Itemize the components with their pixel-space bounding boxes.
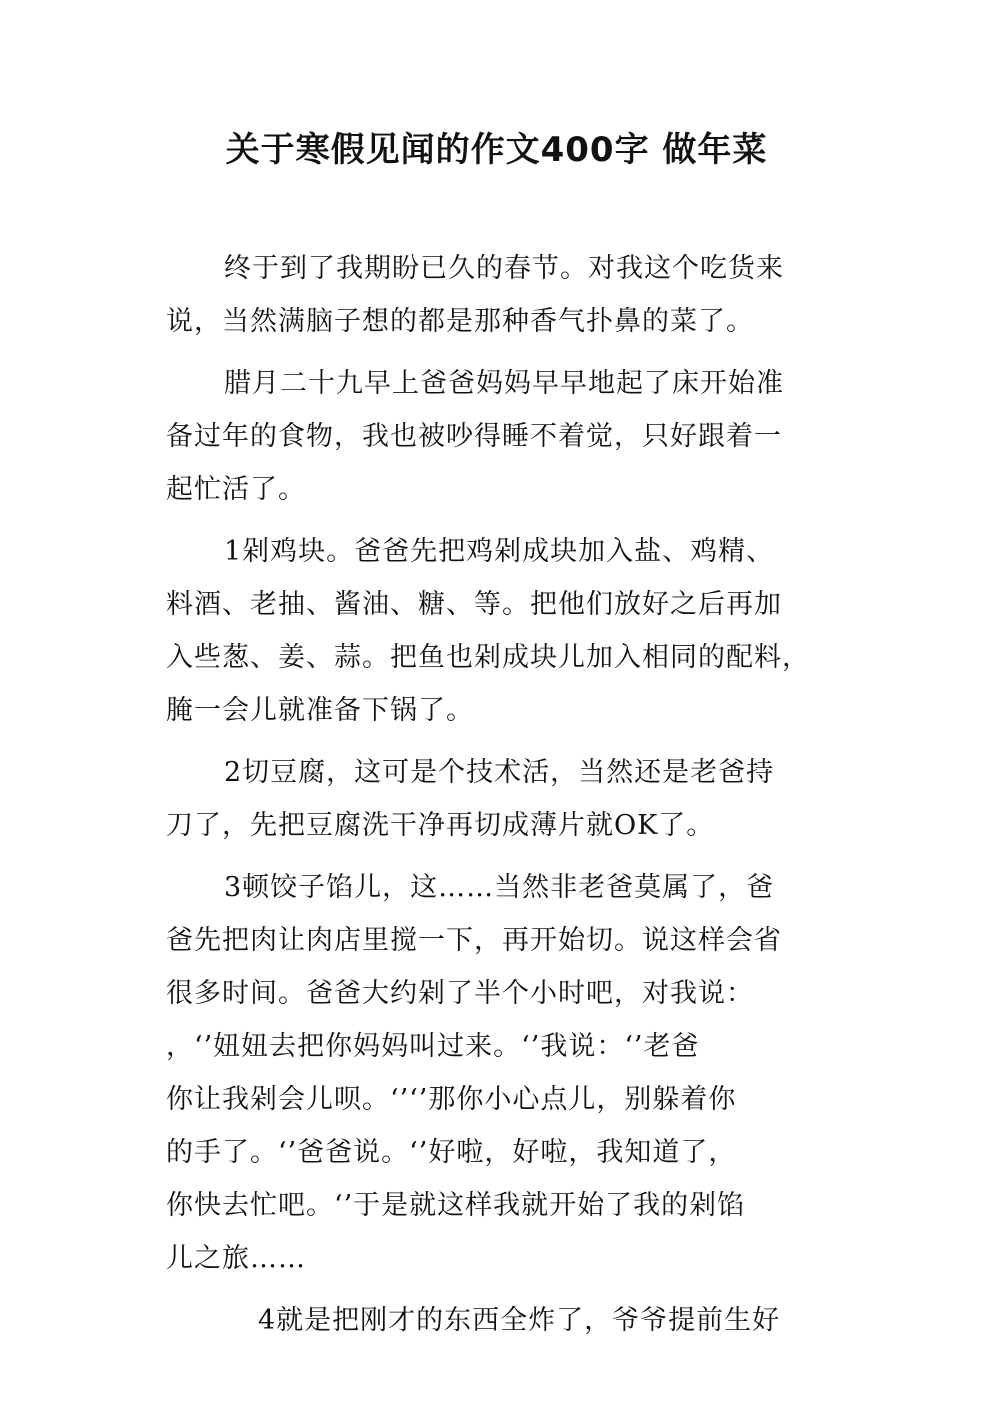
text-line: 儿之旅……: [166, 1243, 306, 1274]
text-line: 你让我剁会儿呗。‘’‘’那你小心点儿，别躲着你: [166, 1084, 737, 1115]
text-line: ，‘’妞妞去把你妈妈叫过来。‘’我说：‘’老爸: [166, 1031, 700, 1062]
text-line: 说，当然满脑子想的都是那种香气扑鼻的菜了。: [166, 306, 754, 337]
text-line: 终于到了我期盼已久的春节。对我这个吃货来: [224, 253, 784, 284]
text-line: 4就是把刚才的东西全炸了，爷爷提前生好: [258, 1305, 781, 1336]
text-line: 刀了，先把豆腐洗干净再切成薄片就OK了。: [166, 810, 715, 841]
text-line: 入些葱、姜、蒜。把鱼也剁成块儿加入相同的配料，: [166, 642, 810, 673]
text-line: 3顿饺子馅儿，这……当然非老爸莫属了，爸: [224, 872, 775, 903]
document-title: 关于寒假见闻的作文400字 做年菜: [225, 130, 768, 170]
text-line: 备过年的食物，我也被吵得睡不着觉，只好跟着一: [166, 421, 782, 452]
text-line: 的手了。‘’爸爸说。‘’好啦，好啦，我知道了，: [166, 1137, 737, 1168]
text-line: 你快去忙吧。‘’于是就这样我就开始了我的剁馅: [166, 1190, 746, 1221]
text-line: 爸先把肉让肉店里搅一下，再开始切。说这样会省: [166, 925, 782, 956]
text-line: 1剁鸡块。爸爸先把鸡剁成块加入盐、鸡精、: [224, 536, 775, 567]
text-line: 起忙活了。: [166, 474, 306, 505]
document-body: [166, 242, 830, 1347]
text-line: 很多时间。爸爸大约剁了半个小时吧，对我说：: [166, 978, 754, 1009]
text-line: 2切豆腐，这可是个技术活，当然还是老爸持: [224, 757, 775, 788]
text-line: 料酒、老抽、酱油、糖、等。把他们放好之后再加: [166, 589, 782, 620]
text-line: 腌一会儿就准备下锅了。: [166, 695, 474, 726]
text-line: 腊月二十九早上爸爸妈妈早早地起了床开始准: [224, 368, 784, 399]
